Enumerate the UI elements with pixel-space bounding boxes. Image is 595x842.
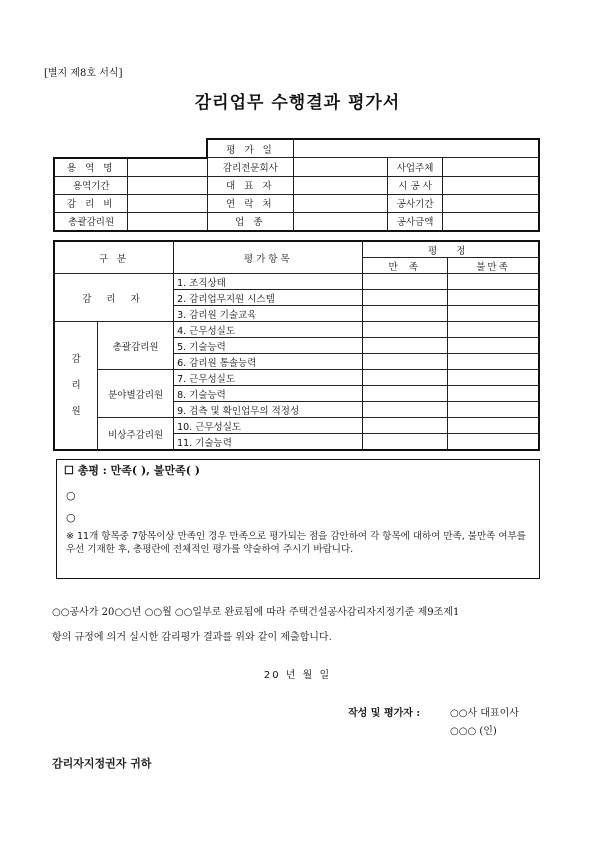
eval-item: 5. 기술능력 [174,338,363,354]
form-label: [별지 제8호 서식] [44,68,123,79]
info-label: 연 락 처 [207,194,293,212]
addressee: 감리자지정권자 귀하 [52,757,152,770]
project-info-table [53,138,540,232]
rating-unsatisfied-cell[interactable] [447,306,539,322]
signature-name: ○○○ (인) [450,726,497,737]
eval-item: 11. 기술능력 [174,434,363,451]
rating-satisfied-cell[interactable] [363,402,448,418]
info-label: 대 표 자 [207,176,293,194]
summary-bullet: ○ [66,511,76,524]
info-value[interactable] [443,158,539,177]
submission-paragraph-line2: 항의 규정에 의거 실시한 감리평가 결과를 위와 같이 제출합니다. [52,632,332,643]
group-staff: 감 리 원 [54,322,98,451]
submission-paragraph-line1: ○○공사가 20○○년 ○○월 ○○일부로 완료됨에 따라 주택건설공사감리자지정기준 제9조제1 [52,607,460,618]
info-label: 공사금액 [388,212,443,231]
rating-unsatisfied-cell[interactable] [447,290,539,306]
header-satisfied: 만 족 [363,258,448,274]
signature-label: 작성 및 평가자 : [348,708,421,719]
info-label: 용 역 명 [54,158,128,177]
signature-company: ○○사 대표이사 [450,708,519,719]
eval-item: 9. 검측 및 확인업무의 적정성 [174,402,363,418]
eval-item: 3. 감리원 기술교육 [174,306,363,322]
rating-satisfied-cell[interactable] [363,274,448,290]
info-value[interactable] [293,158,387,177]
rating-satisfied-cell[interactable] [363,386,448,402]
info-label: 용역기간 [54,176,128,194]
document-title: 감리업무 수행결과 평가서 [194,93,401,113]
info-value[interactable] [293,176,387,194]
rating-unsatisfied-cell[interactable] [447,402,539,418]
info-value[interactable] [128,158,208,177]
rating-unsatisfied-cell[interactable] [447,386,539,402]
info-value[interactable] [128,176,208,194]
evaluation-table [53,240,540,451]
sub-nonresident-supervisor: 비상주감리원 [98,418,174,451]
rating-satisfied-cell[interactable] [363,434,448,451]
group-supervisor: 감 리 자 [54,274,174,322]
eval-item: 7. 근무성실도 [174,370,363,386]
info-label: 공사기간 [388,194,443,212]
info-label: 업 종 [207,212,293,231]
eval-item: 6. 감리원 통솔능력 [174,354,363,370]
rating-satisfied-cell[interactable] [363,418,448,434]
eval-date-label: 평 가 일 [207,139,293,158]
rating-satisfied-cell[interactable] [363,338,448,354]
eval-item: 10. 근무성실도 [174,418,363,434]
rating-unsatisfied-cell[interactable] [447,418,539,434]
rating-satisfied-cell[interactable] [363,370,448,386]
date-line: 20 년 월 일 [263,670,332,681]
rating-satisfied-cell[interactable] [363,354,448,370]
info-value[interactable] [128,212,208,231]
header-items: 평가항목 [174,241,363,274]
info-value[interactable] [443,212,539,231]
rating-unsatisfied-cell[interactable] [447,370,539,386]
header-unsatisfied: 불만족 [447,258,539,274]
info-value[interactable] [293,194,387,212]
eval-item: 1. 조직상태 [174,274,363,290]
rating-satisfied-cell[interactable] [363,322,448,338]
info-value[interactable] [293,212,387,231]
info-value[interactable] [128,194,208,212]
header-category: 구 분 [54,241,174,274]
rating-unsatisfied-cell[interactable] [447,434,539,451]
info-label: 총괄감리원 [54,212,128,231]
summary-note: ※ 11개 항목중 7항목이상 만족인 경우 만족으로 평가되는 점을 감안하여 각 항목에 대하여 만족, 불만족 여부를 우선 기재한 후, 총평란에 전체적인 평가를 약술하여 주시기 바랍니다. [66,531,526,555]
eval-date-value[interactable] [293,139,539,158]
sub-field-supervisor: 분야별감리원 [98,370,174,418]
info-value[interactable] [443,176,539,194]
rating-satisfied-cell[interactable] [363,306,448,322]
sub-chief-supervisor: 총괄감리원 [98,322,174,370]
summary-checkbox-line[interactable]: ☐ 총평 : 만족( ), 불만족( ) [64,464,200,477]
eval-item: 8. 기술능력 [174,386,363,402]
rating-unsatisfied-cell[interactable] [447,354,539,370]
info-label: 사업주체 [388,158,443,177]
header-rating: 평 정 [363,241,539,258]
rating-unsatisfied-cell[interactable] [447,338,539,354]
eval-item: 2. 감리업무지원 시스템 [174,290,363,306]
rating-unsatisfied-cell[interactable] [447,322,539,338]
rating-unsatisfied-cell[interactable] [447,274,539,290]
info-label: 감 리 비 [54,194,128,212]
info-label: 시 공 사 [388,176,443,194]
eval-item: 4. 근무성실도 [174,322,363,338]
summary-bullet: ○ [66,489,76,502]
info-label: 감리전문회사 [207,158,293,177]
info-value[interactable] [443,194,539,212]
rating-satisfied-cell[interactable] [363,290,448,306]
